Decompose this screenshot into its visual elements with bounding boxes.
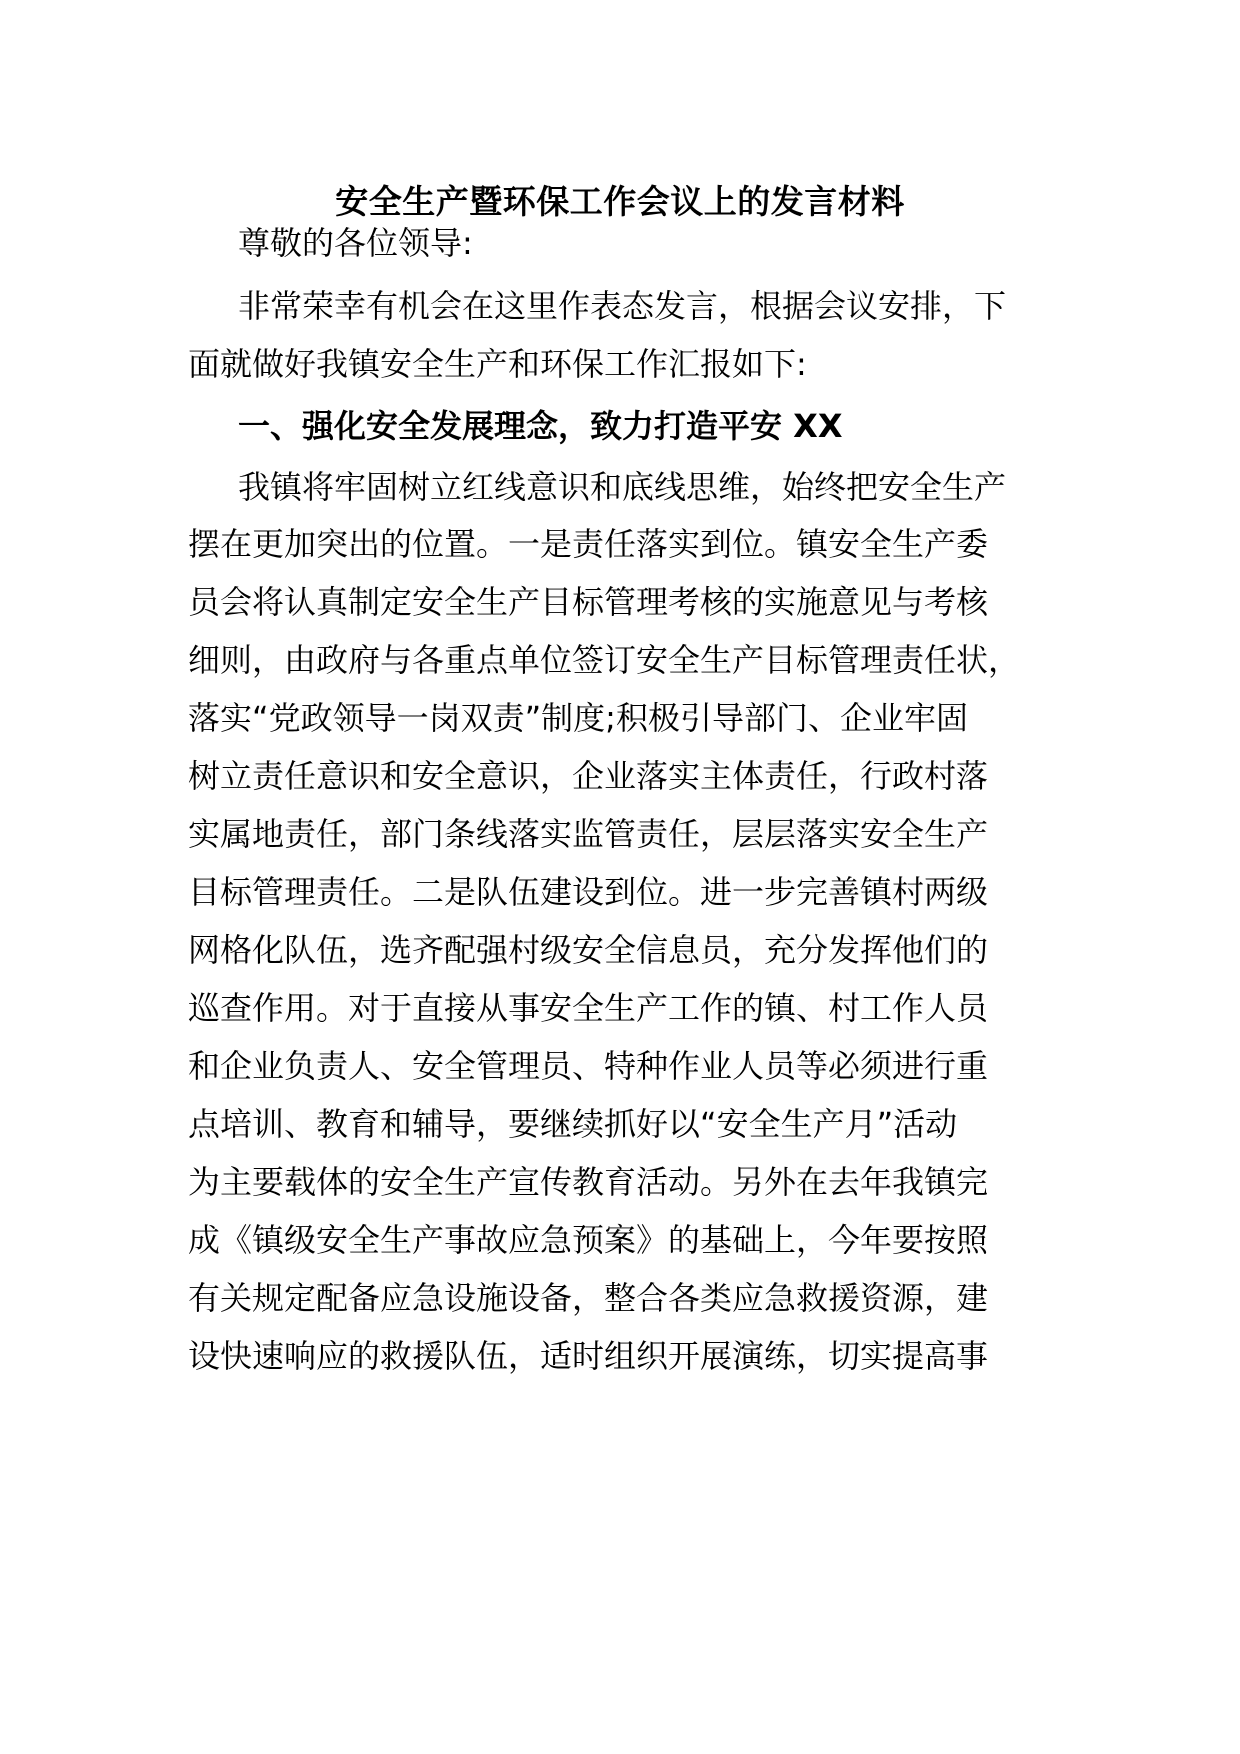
section-heading: 一、强化安全发展理念，致力打造平安 XX <box>238 407 843 445</box>
body-line: 为主要载体的安全生产宣传教育活动。另外在去年我镇完 <box>188 1163 989 1201</box>
body-line: 我镇将牢固树立红线意识和底线思维，始终把安全生产 <box>238 468 1007 506</box>
body-line: 细则，由政府与各重点单位签订安全生产目标管理责任状， <box>188 641 1021 679</box>
body-line: 点培训、教育和辅导，要继续抓好以“安全生产月”活动 <box>188 1105 958 1143</box>
body-line: 成《镇级安全生产事故应急预案》的基础上，今年要按照 <box>188 1221 989 1259</box>
intro-line: 非常荣幸有机会在这里作表态发言，根据会议安排，下 <box>238 287 1007 325</box>
body-line: 网格化队伍，选齐配强村级安全信息员，充分发挥他们的 <box>188 931 989 969</box>
body-line: 树立责任意识和安全意识，企业落实主体责任，行政村落 <box>188 757 989 795</box>
body-line: 设快速响应的救援队伍，适时组织开展演练，切实提高事 <box>188 1337 989 1375</box>
salutation: 尊敬的各位领导: <box>238 224 473 262</box>
body-line: 实属地责任，部门条线落实监管责任，层层落实安全生产 <box>188 815 989 853</box>
body-line: 摆在更加突出的位置。一是责任落实到位。镇安全生产委 <box>188 525 989 563</box>
document-title: 安全生产暨环保工作会议上的发言材料 <box>335 182 905 221</box>
body-line: 有关规定配备应急设施设备，整合各类应急救援资源，建 <box>188 1279 989 1317</box>
intro-line: 面就做好我镇安全生产和环保工作汇报如下: <box>188 345 807 383</box>
body-line: 落实“党政领导一岗双责”制度;积极引导部门、企业牢固 <box>188 699 968 737</box>
body-line: 和企业负责人、安全管理员、特种作业人员等必须进行重 <box>188 1047 989 1085</box>
body-line: 巡查作用。对于直接从事安全生产工作的镇、村工作人员 <box>188 989 989 1027</box>
body-line: 目标管理责任。二是队伍建设到位。进一步完善镇村两级 <box>188 873 989 911</box>
body-line: 员会将认真制定安全生产目标管理考核的实施意见与考核 <box>188 583 989 621</box>
